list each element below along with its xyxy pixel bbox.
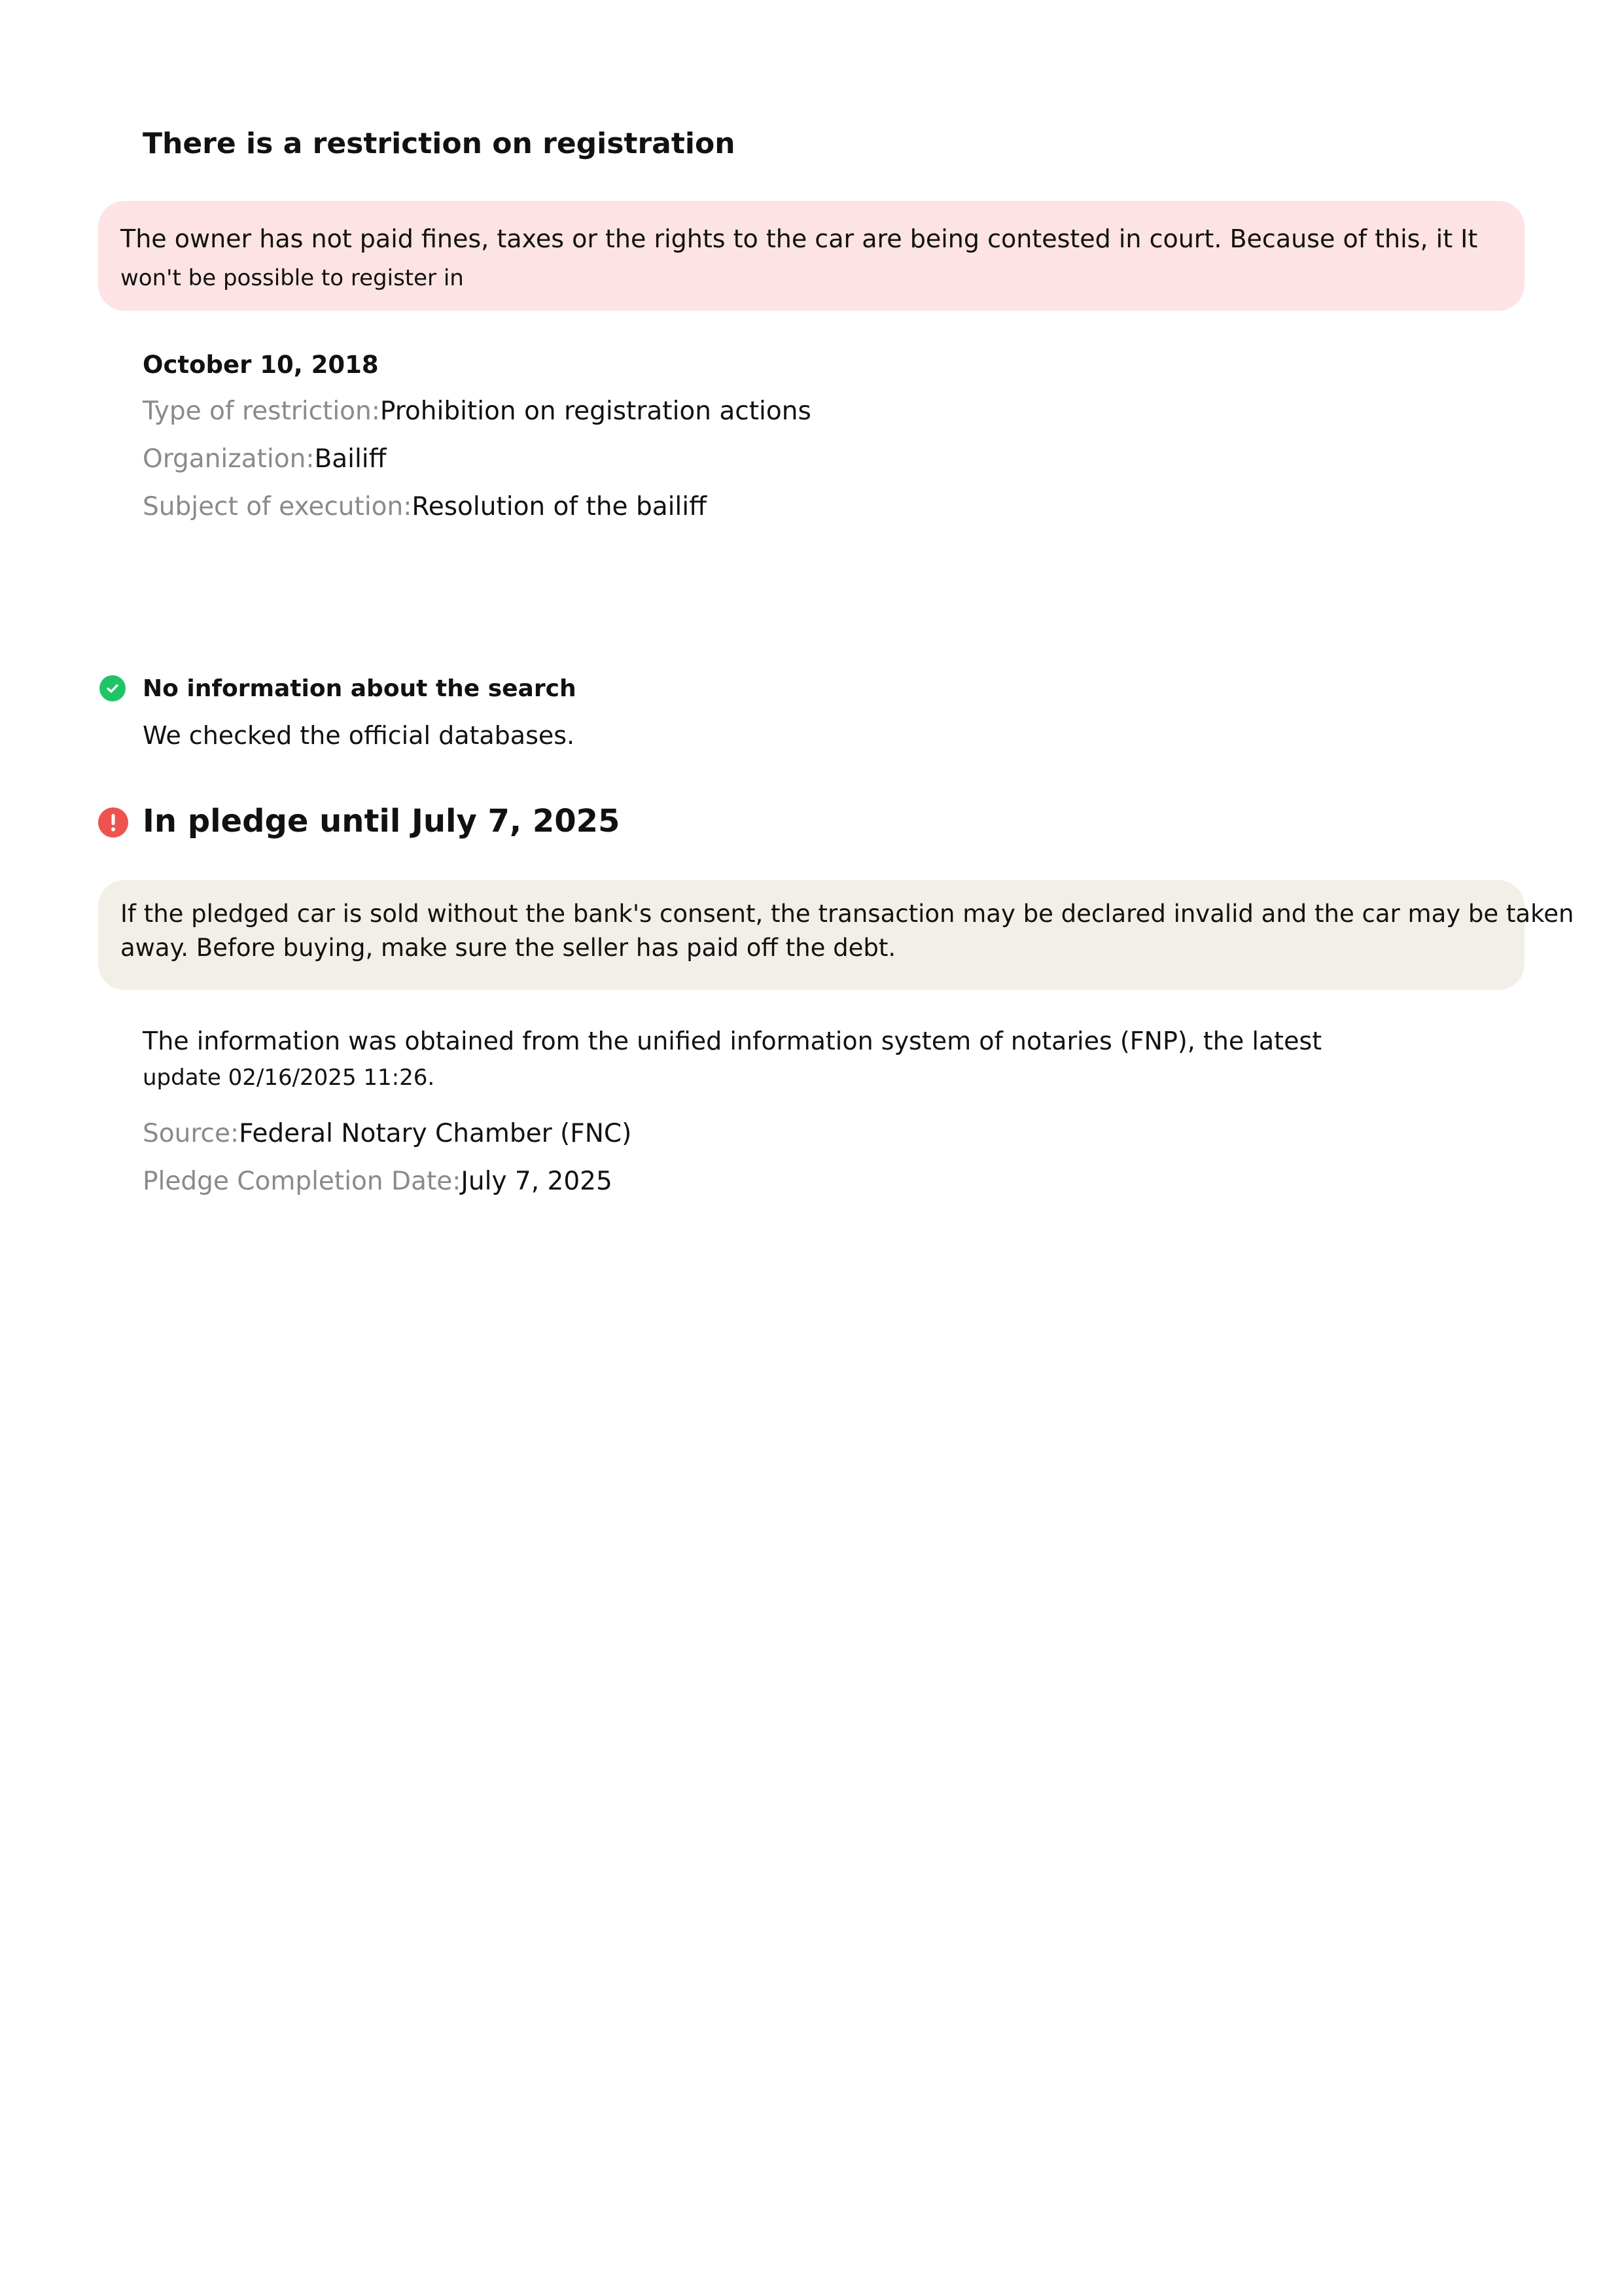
check-mark-icon	[105, 680, 120, 696]
pledge-completion-label: Pledge Completion Date:	[143, 1167, 461, 1196]
source-row	[143, 1115, 1322, 1153]
restriction-details	[143, 347, 811, 536]
source-value: Federal Notary Chamber (FNC)	[239, 1119, 632, 1148]
subject-label: Subject of execution:	[143, 492, 412, 521]
subject-row	[143, 488, 811, 526]
restriction-type-label: Type of restriction:	[143, 397, 380, 426]
pledge-alert-line-1: If the pledged car is sold without the bank's consent, the transaction may be declared invalid and the car may be taken	[120, 900, 1574, 928]
pledge-title: In pledge until July 7, 2025	[143, 803, 620, 839]
search-status-title: No information about the search	[143, 675, 576, 702]
restriction-alert-line-1: The owner has not paid fines, taxes or the rights to the car are being contested in court. Because of this, it It	[120, 224, 1478, 253]
subject-value: Resolution of the bailiff	[412, 492, 707, 521]
pledge-alert-line-2: away. Before buying, make sure the seller has paid off the debt.	[120, 934, 896, 962]
restriction-alert-line-2: won't be possible to register in	[120, 265, 464, 291]
source-label: Source:	[143, 1119, 239, 1148]
organization-row	[143, 440, 811, 478]
pledge-completion-value: July 7, 2025	[461, 1167, 612, 1196]
restriction-alert	[98, 201, 1525, 311]
restriction-type-row	[143, 393, 811, 431]
organization-label: Organization:	[143, 444, 315, 474]
pledge-info-line-2: update 02/16/2025 11:26.	[143, 1065, 435, 1091]
restriction-date: October 10, 2018	[143, 351, 379, 379]
check-circle-icon	[99, 675, 126, 701]
exclamation-circle-icon	[98, 807, 128, 838]
restriction-type-value: Prohibition on registration actions	[379, 397, 811, 426]
search-status-description: We checked the official databases.	[143, 721, 575, 750]
organization-value: Bailiff	[314, 444, 387, 474]
exclamation-mark-icon	[98, 807, 128, 838]
pledge-completion-row	[143, 1163, 1322, 1201]
pledge-info-line-1: The information was obtained from the unified information system of notaries (FNP), the latest	[143, 1027, 1322, 1055]
restriction-title: There is a restriction on registration	[143, 127, 735, 160]
pledge-info	[143, 1022, 1322, 1210]
pledge-alert	[98, 880, 1574, 990]
